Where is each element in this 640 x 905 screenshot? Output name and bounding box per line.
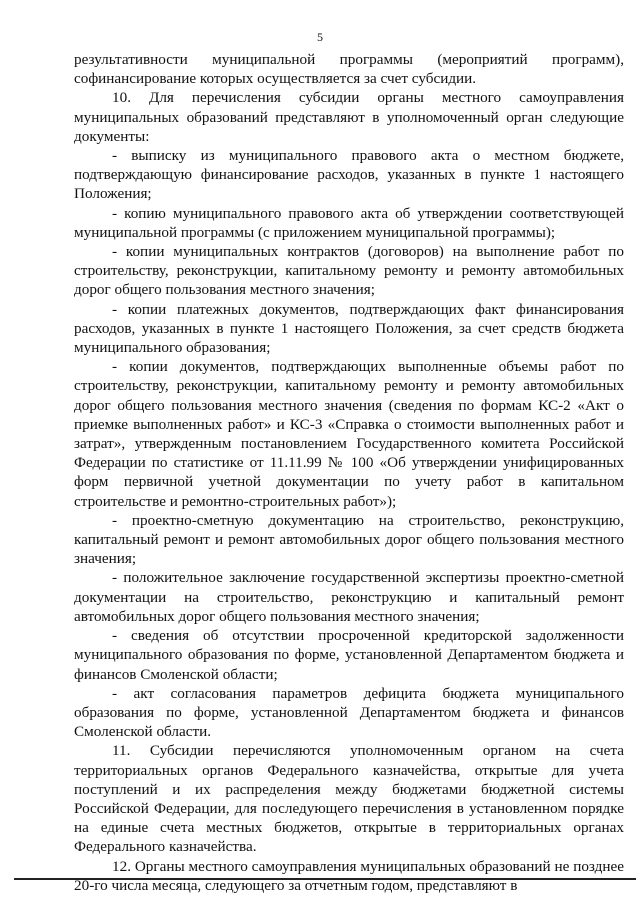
bottom-divider: [14, 878, 636, 880]
list-item-contracts-copies: - копии муниципальных контрактов (договоров) на выполнение работ по строительству, реконструкции, капитальному ремонту и ремонту автомобильных дорог общего пользования местного значения;: [74, 243, 624, 299]
page-number: 5: [317, 30, 323, 44]
list-item-payment-documents: - копии платежных документов, подтверждающих факт финансирования расходов, указанных в пункте 1 настоящего Положения, за счет средств бюджета муниципального образования;: [74, 300, 624, 357]
list-item-no-overdue-debt: - сведения об отсутствии просроченной кредиторской задолженности муниципального образования по форме, установленной Департаментом бюджета и финансов Смоленской области;: [74, 627, 624, 683]
document-body: [74, 50, 624, 895]
list-item-budget-extract: - выписку из муниципального правового акта о местном бюджете, подтверждающую финансирование расходов, указанных в пункте 1 настоящего Положения;: [74, 147, 624, 203]
paragraph-continuation: результативности муниципальной программы (мероприятий программ), софинансирование которых осуществляется за счет субсидии.: [74, 51, 624, 88]
list-item-expertise-conclusion: - положительное заключение государственной экспертизы проектно-сметной документации на строительство, реконструкцию и капитальный ремонт автомобильных дорог общего пользования местного значения;: [74, 569, 624, 625]
list-item-completed-works-documents: - копии документов, подтверждающих выполненные объемы работ по строительству, реконструкции, капитальному ремонту и ремонту автомобильных дорог общего пользования местного значения (сведения по формам КС-2 «Акт о приемке выполненных работ» и КС-3 «Справка о стоимости выполненных работ и затрат», утвержденным постановлением Государственного комитета Российской Федерации по статистике от 11.11.99 № 100 «Об утверждении унифицированных форм первичной учетной документации по учету работ в капитальном строительстве и ремонтно-строительных работ»);: [74, 358, 624, 510]
paragraph-11: 11. Субсидии перечисляются уполномоченным органом на счета территориальных органов Федерального казначейства, открытые для учета поступлений и их распределения между бюджетами бюджетной системы Российской Федерации, для последующего перечисления в установленном порядке на единые счета местных бюджетов, открытые в территориальных органах Федерального казначейства.: [74, 742, 624, 856]
list-item-program-act-copy: - копию муниципального правового акта об утверждении соответствующей муниципальной программы (с приложением муниципальной программы);: [74, 204, 624, 241]
list-item-deficit-agreement-act: - акт согласования параметров дефицита бюджета муниципального образования по форме, установленной Департаментом бюджета и финансов Смоленской области.: [74, 684, 624, 741]
paragraph-12: 12. Органы местного самоуправления муниципальных образований не позднее 20-го числа месяца, следующего за отчетным годом, представляют в: [74, 857, 624, 894]
list-item-design-estimate-docs: - проектно-сметную документацию на строительство, реконструкцию, капитальный ремонт и ремонт автомобильных дорог общего пользования местного значения;: [74, 511, 624, 568]
paragraph-10-heading: 10. Для перечисления субсидии органы местного самоуправления муниципальных образований представляют в уполномоченный орган следующие документы:: [74, 89, 624, 145]
